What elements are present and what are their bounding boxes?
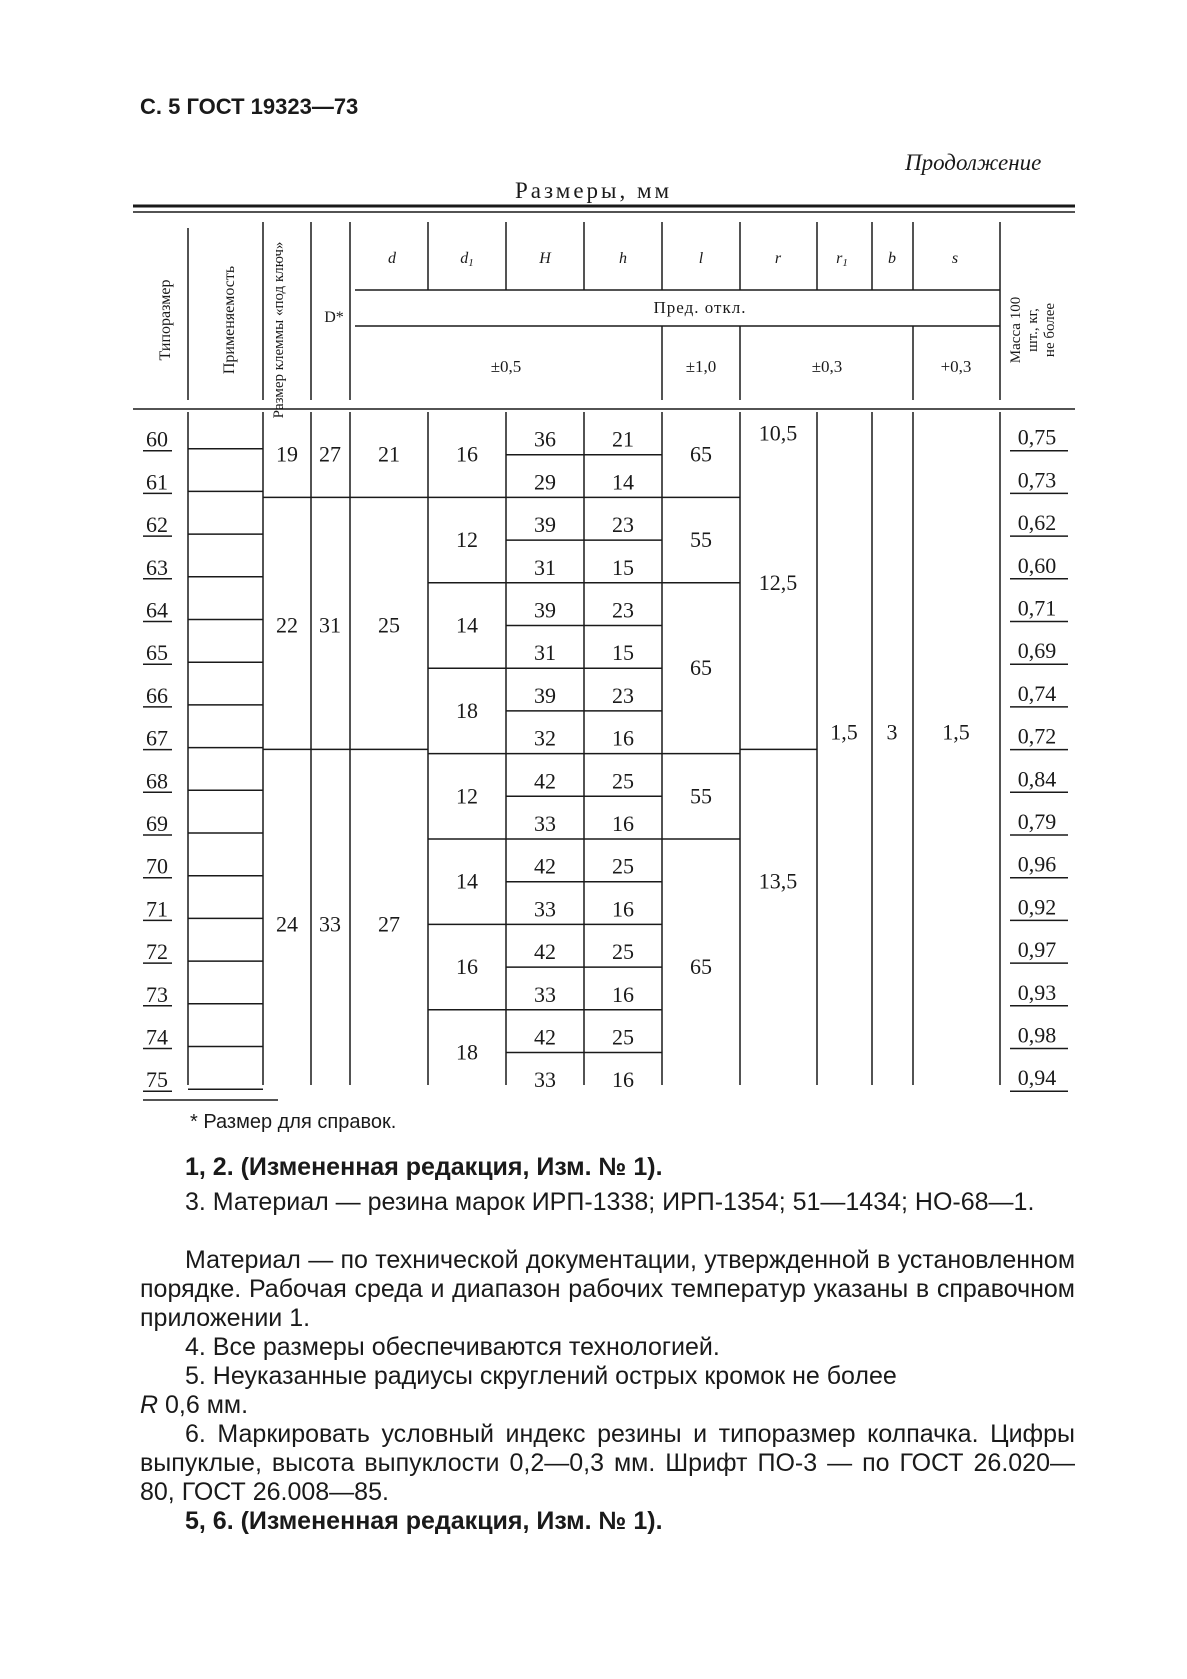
- col-header-d: d: [388, 250, 396, 267]
- cell-key-size: 19: [276, 441, 298, 467]
- col-header-r: r: [774, 250, 782, 267]
- cell-d1: 14: [456, 868, 478, 894]
- cell-d: 27: [378, 911, 400, 937]
- cell-H: 33: [534, 1067, 556, 1093]
- note-marking: 6. Маркировать условный индекс резины и типоразмер колпачка. Цифры выпуклые, высота выпуклости 0,2—0,3 мм. Шрифт ПО-3 — по ГОСТ 26.020—80, ГОСТ 26.008—85.: [140, 1420, 1075, 1506]
- cell-typesize: 73: [146, 981, 168, 1007]
- cell-d1: 14: [456, 612, 478, 638]
- cell-h: 15: [612, 640, 634, 666]
- col-header-applicability: Применяемость: [221, 265, 238, 375]
- cell-mass: 0,94: [1017, 1065, 1057, 1091]
- tolerance-r-group: ±0,3: [811, 357, 843, 376]
- cell-H: 36: [534, 426, 556, 452]
- col-header-key-size-text: Размер клеммы «под ключ»: [271, 241, 287, 419]
- cell-l: 65: [690, 655, 712, 681]
- cell-typesize: 62: [146, 512, 168, 538]
- cell-l: 65: [690, 441, 712, 467]
- col-header-b: b: [888, 250, 896, 267]
- sizes-caption: Размеры, мм: [515, 178, 673, 203]
- tolerance-l: ±1,0: [685, 357, 717, 376]
- cell-typesize: 68: [146, 768, 168, 794]
- cell-mass: 0,69: [1017, 638, 1057, 664]
- cell-mass: 0,75: [1017, 424, 1057, 450]
- cell-mass: 0,93: [1017, 979, 1057, 1005]
- cell-r: 12,5: [758, 569, 798, 595]
- cell-h: 16: [612, 981, 634, 1007]
- cell-typesize: 74: [146, 1024, 168, 1050]
- col-header-key-size: [271, 242, 287, 419]
- tolerance-group1: ±0,5: [490, 357, 522, 376]
- col-header-d1: [460, 250, 474, 269]
- cell-r1: 1,5: [830, 719, 858, 745]
- cell-d: 21: [378, 441, 400, 467]
- cell-h: 16: [612, 896, 634, 922]
- continuation-label: Продолжение: [905, 150, 1042, 175]
- cell-typesize: 69: [146, 811, 168, 836]
- cell-H: 42: [534, 853, 556, 879]
- cell-mass: 0,74: [1017, 680, 1057, 706]
- cell-l: 65: [690, 954, 712, 980]
- note-dimensions: 4. Все размеры обеспечиваются технологией.: [185, 1333, 720, 1361]
- cell-D: 27: [319, 441, 341, 467]
- col-header-s: s: [951, 250, 959, 267]
- table-row-lines: [143, 449, 1068, 1091]
- cell-mass: 0,98: [1017, 1022, 1057, 1048]
- cell-H: 33: [534, 811, 556, 836]
- cell-d1: 12: [456, 527, 478, 553]
- cell-D: 33: [319, 911, 341, 937]
- cell-typesize: 65: [146, 640, 168, 666]
- cell-H: 31: [534, 554, 556, 580]
- cell-d1: 16: [456, 954, 478, 980]
- cell-mass: 0,73: [1017, 467, 1057, 493]
- note-amend-1-2: 1, 2. (Измененная редакция, Изм. № 1).: [185, 1153, 663, 1181]
- note-material-1: 3. Материал — резина марок ИРП-1338; ИРП-1354; 51—1434; НО-68—1.: [185, 1188, 1035, 1216]
- page-header: С. 5 ГОСТ 19323—73: [140, 94, 359, 119]
- cell-h: 15: [612, 554, 634, 580]
- cell-mass: 0,92: [1017, 894, 1057, 920]
- cell-h: 23: [612, 512, 634, 538]
- col-header-D: D*: [324, 309, 344, 326]
- cell-h: 23: [612, 597, 634, 623]
- cell-l: 55: [690, 527, 712, 553]
- cell-h: 23: [612, 682, 634, 708]
- cell-h: 25: [612, 939, 634, 965]
- note-radii: [140, 1362, 1075, 1420]
- cell-key-size: 24: [276, 911, 298, 937]
- note-radii-symbol: R: [140, 1391, 159, 1419]
- cell-typesize: 66: [146, 682, 168, 708]
- cell-mass: 0,84: [1017, 766, 1057, 792]
- table-body: [146, 420, 1056, 1092]
- cell-mass: 0,79: [1017, 809, 1057, 834]
- cell-H: 33: [534, 981, 556, 1007]
- cell-typesize: 71: [146, 896, 168, 922]
- note-radii-line1: 5. Неуказанные радиусы скруглений острых кромок не более: [185, 1362, 897, 1390]
- cell-h: 16: [612, 1067, 634, 1093]
- cell-h: 14: [612, 469, 634, 495]
- cell-typesize: 72: [146, 939, 168, 965]
- cell-mass: 0,72: [1017, 723, 1057, 749]
- col-header-H: H: [539, 250, 551, 267]
- cell-typesize: 64: [146, 597, 168, 623]
- col-header-mass-1: Масса 100: [1008, 296, 1024, 364]
- cell-H: 39: [534, 682, 556, 708]
- cell-typesize: 61: [146, 469, 168, 495]
- col-header-l: l: [698, 250, 704, 267]
- cell-typesize: 63: [146, 554, 168, 580]
- col-header-h: h: [619, 250, 627, 267]
- note-radii-value: 0,6 мм.: [158, 1391, 249, 1419]
- cell-h: 16: [612, 725, 634, 751]
- cell-h: 16: [612, 811, 634, 836]
- cell-mass: 0,71: [1017, 595, 1057, 621]
- cell-r: 13,5: [758, 868, 798, 894]
- cell-h: 25: [612, 853, 634, 879]
- col-header-r1-sub: 1: [842, 257, 848, 269]
- cell-mass: 0,62: [1017, 510, 1057, 536]
- cell-H: 29: [534, 469, 556, 495]
- cell-h: 25: [612, 1024, 634, 1050]
- cell-d1: 16: [456, 441, 478, 467]
- cell-H: 39: [534, 512, 556, 538]
- cell-d1: 18: [456, 697, 478, 723]
- cell-H: 31: [534, 640, 556, 666]
- cell-H: 42: [534, 768, 556, 794]
- col-header-mass-3: не более: [1042, 302, 1058, 358]
- cell-typesize: 70: [146, 853, 168, 879]
- cell-d1: 12: [456, 783, 478, 809]
- cell-D: 31: [319, 612, 341, 638]
- cell-H: 32: [534, 725, 556, 751]
- cell-mass: 0,97: [1017, 937, 1057, 963]
- cell-l: 55: [690, 783, 712, 809]
- cell-mass: 0,60: [1017, 552, 1057, 578]
- cell-s: 1,5: [942, 719, 970, 745]
- cell-d: 25: [378, 612, 400, 638]
- cell-H: 39: [534, 597, 556, 623]
- cell-h: 25: [612, 768, 634, 794]
- cell-H: 42: [534, 939, 556, 965]
- cell-mass: 0,96: [1017, 851, 1057, 877]
- footnote: * Размер для справок.: [190, 1111, 397, 1133]
- cell-typesize: 75: [146, 1067, 168, 1093]
- cell-b: 3: [886, 719, 898, 745]
- col-header-d1-sub: 1: [468, 257, 474, 269]
- note-amend-5-6: 5, 6. (Измененная редакция, Изм. № 1).: [185, 1507, 663, 1535]
- tolerance-s: +0,3: [940, 357, 972, 376]
- cell-key-size: 22: [276, 612, 298, 638]
- note-material-2: Материал — по технической документации, утвержденной в установленном порядке. Рабочая среда и диапазон рабочих температур указаны в справочном приложении 1.: [140, 1246, 1075, 1332]
- col-header-r1: [836, 250, 848, 269]
- cell-typesize: 67: [146, 725, 168, 751]
- cell-H: 42: [534, 1024, 556, 1050]
- col-header-mass-2: шт., кг,: [1025, 308, 1041, 352]
- cell-h: 21: [612, 426, 634, 452]
- cell-typesize: 60: [146, 426, 168, 452]
- tolerance-header: Пред. откл.: [653, 298, 747, 317]
- cell-r: 10,5: [758, 420, 798, 446]
- col-header-d1-main: d: [460, 250, 469, 267]
- col-header-typesize: Типоразмер: [157, 279, 174, 361]
- col-header-r1-main: r: [836, 250, 843, 267]
- cell-H: 33: [534, 896, 556, 922]
- cell-d1: 18: [456, 1039, 478, 1065]
